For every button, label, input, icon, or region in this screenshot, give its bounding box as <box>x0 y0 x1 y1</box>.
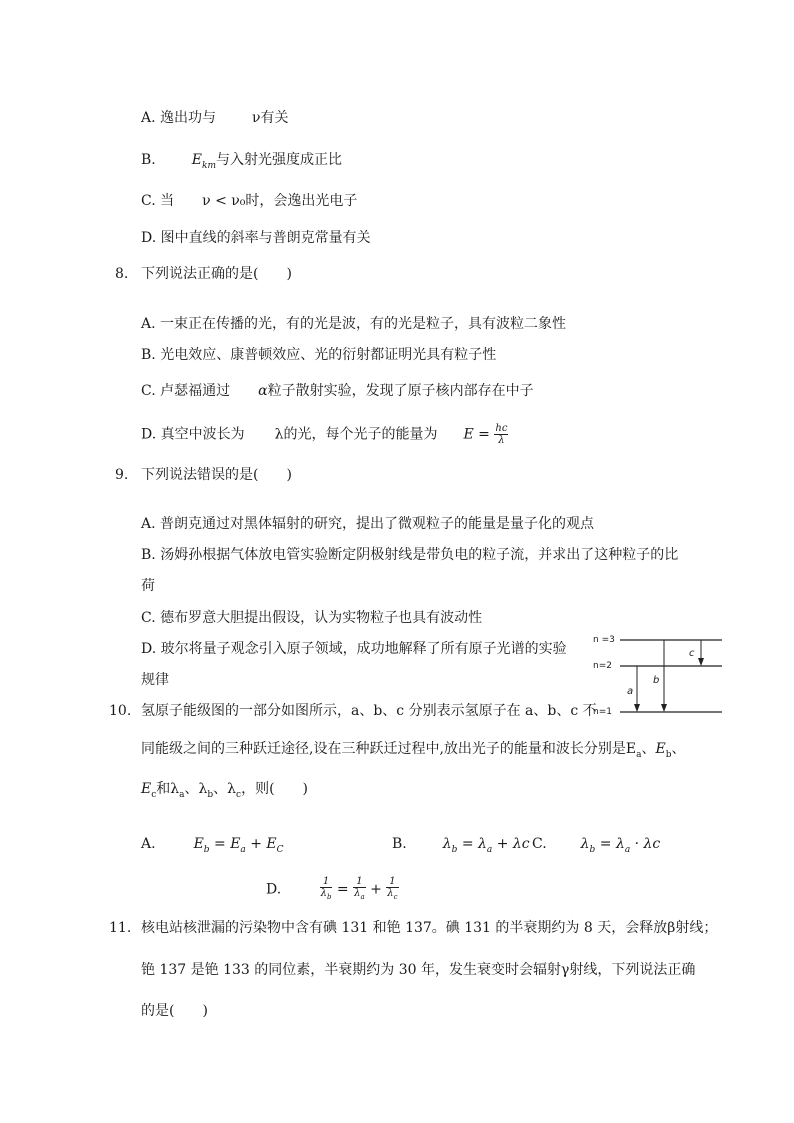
option-label: A. <box>141 836 156 852</box>
q7-option-b <box>141 150 342 176</box>
option-label: B. <box>141 547 156 563</box>
formula: $\lambda_b = \lambda_a \cdot \lambda c$ <box>580 836 661 855</box>
option-label: D. <box>141 641 157 657</box>
option-text: 当 <box>160 193 175 209</box>
option-text: 卢瑟福通过 <box>160 383 231 399</box>
q9-option-d-continued: 规律 <box>141 672 169 688</box>
energy-formula: E = <box>463 426 490 443</box>
q9-option-c <box>141 608 482 628</box>
option-text: 图中直线的斜率与普朗克常量有关 <box>160 230 371 246</box>
fraction: $\frac{1}{\lambda_c}$ <box>387 876 398 901</box>
energy-subscript: km <box>201 160 216 171</box>
q7-option-a <box>141 108 289 128</box>
transition-label-c: c <box>689 648 695 659</box>
option-label: A. <box>141 316 156 332</box>
transition-label-a: a <box>627 686 634 697</box>
option-label: C. <box>141 610 156 626</box>
option-label: B. <box>141 152 156 168</box>
option-label: C. <box>532 836 547 852</box>
question-number: 11. <box>109 920 132 936</box>
arrowhead-c <box>698 658 704 666</box>
q7-option-c <box>141 191 357 211</box>
option-text: 玻尔将量子观念引入原子领域，成功地解释了所有原子光谱的实验 <box>160 641 567 657</box>
level-label-n3: n =3 <box>593 635 615 645</box>
option-text: 逸出功与 <box>160 110 217 126</box>
arrowhead-b <box>661 704 667 712</box>
formula: $\lambda_b = \lambda_a + \lambda c$ <box>442 836 530 855</box>
option-label: D. <box>266 881 282 898</box>
option-text: 汤姆孙根据气体放电管实验断定阴极射线是带负电的粒子流，并求出了这种粒子的比 <box>160 547 679 563</box>
fraction: $\frac{1}{\lambda_b}$ <box>320 876 332 901</box>
question-stem: 下列说法错误的是( ) <box>141 467 292 483</box>
q10-option-a <box>141 834 284 860</box>
option-text: 德布罗意大胆提出假设，认为实物粒子也具有波动性 <box>160 610 483 626</box>
question-stem-line3: 的是( ) <box>141 1003 208 1019</box>
option-label: B. <box>141 347 156 363</box>
option-text: λ的光，每个光子的能量为 <box>274 426 438 443</box>
option-label: D. <box>141 230 157 246</box>
stem-text: ，则( ) <box>241 781 309 797</box>
q9-option-a <box>141 514 594 534</box>
arrowhead-a <box>634 704 640 712</box>
question-number: 10. <box>109 703 132 719</box>
question-stem-line1: 核电站核泄漏的污染物中含有碘 131 和铯 137。碘 131 的半衰期约为 8 天，会释放β射线； <box>141 920 718 936</box>
question-stem-line2: 同能级之间的三种跃迁途径,设在三种跃迁过程中,放出光子的能量和波长分别是$E_a$、$E_b$、 <box>141 741 686 760</box>
option-label: A. <box>141 110 156 126</box>
q7-option-d <box>141 228 371 248</box>
question-number: 8. <box>115 266 129 282</box>
option-text: 光电效应、康普顿效应、光的衍射都证明光具有粒子性 <box>160 347 497 363</box>
q10-option-c <box>532 834 660 860</box>
option-text: ν < ν₀时，会逸出光电子 <box>202 193 358 209</box>
q8-option-a <box>141 314 566 334</box>
question-stem-line2: 铯 137 是铯 133 的同位素，半衰期约为 30 年，发生衰变时会辐射γ射线，下列说法正确 <box>141 962 696 978</box>
fraction-numerator: hc <box>495 423 508 434</box>
level-label-n2: n=2 <box>593 661 612 671</box>
option-text: 真空中波长为 <box>160 426 245 443</box>
energy-level-diagram <box>590 628 730 718</box>
fraction <box>494 423 508 446</box>
option-label: A. <box>141 516 156 532</box>
question-number: 9. <box>115 467 129 483</box>
q8-option-b <box>141 345 496 365</box>
q10-option-b <box>392 834 530 860</box>
option-text: 普朗克通过对黑体辐射的研究，提出了微观粒子的能量是量子化的观点 <box>160 516 595 532</box>
q9-option-b-continued: 荷 <box>141 578 155 594</box>
question-stem-line3: $E_c$和$\lambda_a$、$\lambda_b$、$\lambda_c$，则( ) <box>141 781 309 800</box>
fraction-denominator: λ <box>498 435 505 446</box>
option-label: C. <box>141 193 156 209</box>
q9-option-b <box>141 545 678 565</box>
stem-text: 和λ <box>156 781 180 797</box>
alpha-symbol: α <box>258 383 268 399</box>
q8-option-c <box>141 381 534 401</box>
option-text: 与入射光强度成正比 <box>215 152 342 168</box>
q10-option-d: D. $\frac{1}{\lambda_b}$ = $\frac{1}{\lambda_a}$ + $\frac{1}{\lambda_c}$ <box>266 876 398 901</box>
level-label-n1: n=1 <box>593 707 612 717</box>
option-text: ν有关 <box>252 110 289 126</box>
option-text: 粒子散射实验，发现了原子核内部存在中子 <box>267 383 534 399</box>
question-stem: 下列说法正确的是( ) <box>141 266 292 282</box>
option-text: 一束正在传播的光，有的光是波，有的光是粒子，具有波粒二象性 <box>160 316 567 332</box>
question-stem-line1: 氢原子能级图的一部分如图所示，a、b、c 分别表示氢原子在 a、b、c 不 <box>141 703 597 719</box>
stem-text: 同能级之间的三种跃迁途径,设在三种跃迁过程中,放出光子的能量和波长分别是E <box>141 741 637 757</box>
fraction: $\frac{1}{\lambda_a}$ <box>354 876 365 901</box>
option-label: B. <box>392 836 407 852</box>
formula: $E_b = E_a + E_C$ <box>193 836 284 855</box>
transition-label-b: b <box>653 675 660 686</box>
option-label: C. <box>141 383 156 399</box>
option-label: D. <box>141 426 157 443</box>
q8-option-d <box>141 423 508 446</box>
energy-symbol: E <box>191 152 202 168</box>
q9-option-d <box>141 639 567 659</box>
